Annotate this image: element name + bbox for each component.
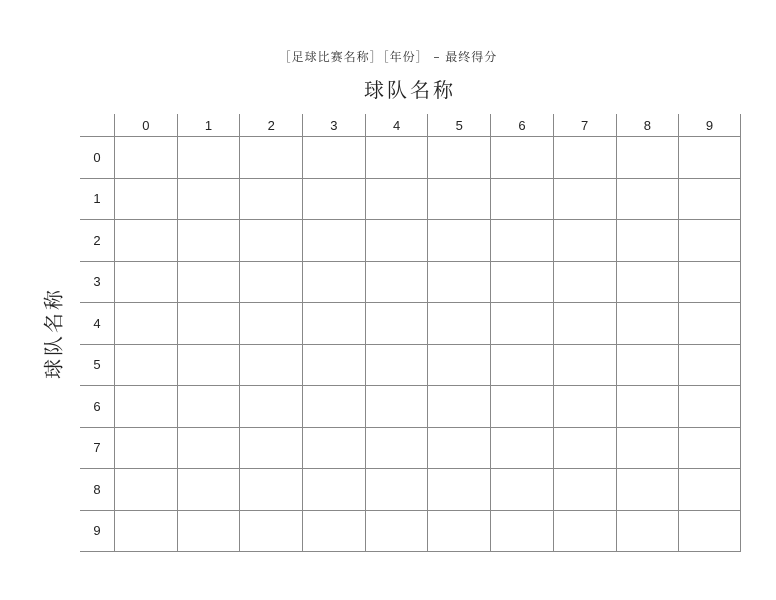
left-team-name[interactable]: 球队名称: [41, 287, 66, 379]
score-square[interactable]: [553, 137, 616, 179]
row-number: 6: [80, 386, 114, 428]
score-square[interactable]: [616, 220, 679, 262]
column-number: 6: [490, 114, 553, 137]
page-title: ［足球比赛名称］［年份］ – 最终得分: [278, 50, 498, 64]
score-square[interactable]: [114, 511, 177, 553]
score-square[interactable]: [427, 179, 490, 221]
score-square[interactable]: [239, 137, 302, 179]
column-number: 3: [302, 114, 365, 137]
score-square[interactable]: [427, 137, 490, 179]
score-square[interactable]: [553, 179, 616, 221]
score-square[interactable]: [678, 345, 741, 387]
column-number: 2: [239, 114, 302, 137]
row-number: 4: [80, 303, 114, 345]
score-square[interactable]: [490, 220, 553, 262]
score-square[interactable]: [616, 386, 679, 428]
score-square[interactable]: [616, 469, 679, 511]
score-square[interactable]: [365, 262, 428, 304]
column-number: 7: [553, 114, 616, 137]
score-square[interactable]: [678, 386, 741, 428]
score-square[interactable]: [302, 303, 365, 345]
score-square[interactable]: [114, 386, 177, 428]
column-number: 8: [616, 114, 679, 137]
score-square[interactable]: [177, 386, 240, 428]
score-square[interactable]: [239, 428, 302, 470]
score-square[interactable]: [678, 179, 741, 221]
score-square[interactable]: [177, 428, 240, 470]
score-square[interactable]: [302, 511, 365, 553]
score-square[interactable]: [427, 345, 490, 387]
row-number: 0: [80, 137, 114, 179]
score-square[interactable]: [365, 345, 428, 387]
row-number: 7: [80, 428, 114, 470]
score-square[interactable]: [302, 428, 365, 470]
column-number: 1: [177, 114, 240, 137]
score-square[interactable]: [114, 179, 177, 221]
score-square[interactable]: [553, 345, 616, 387]
score-square[interactable]: [114, 469, 177, 511]
score-square[interactable]: [302, 179, 365, 221]
score-square[interactable]: [616, 345, 679, 387]
score-square[interactable]: [427, 262, 490, 304]
score-square[interactable]: [239, 345, 302, 387]
score-square[interactable]: [678, 137, 741, 179]
score-square[interactable]: [365, 220, 428, 262]
score-square[interactable]: [177, 345, 240, 387]
score-square[interactable]: [365, 469, 428, 511]
score-square[interactable]: [427, 511, 490, 553]
score-square[interactable]: [177, 179, 240, 221]
row-number: 5: [80, 345, 114, 387]
score-square[interactable]: [177, 511, 240, 553]
score-square[interactable]: [427, 428, 490, 470]
score-square[interactable]: [239, 303, 302, 345]
score-square[interactable]: [177, 262, 240, 304]
score-square[interactable]: [678, 220, 741, 262]
score-square[interactable]: [616, 303, 679, 345]
column-number: 9: [678, 114, 741, 137]
score-square[interactable]: [678, 303, 741, 345]
score-square[interactable]: [553, 386, 616, 428]
score-square[interactable]: [114, 262, 177, 304]
score-square[interactable]: [490, 137, 553, 179]
score-square[interactable]: [302, 469, 365, 511]
score-square[interactable]: [553, 511, 616, 553]
score-square[interactable]: [114, 137, 177, 179]
score-square[interactable]: [177, 469, 240, 511]
top-team-name[interactable]: 球队名称: [364, 78, 456, 102]
score-square[interactable]: [177, 303, 240, 345]
score-square[interactable]: [239, 179, 302, 221]
score-square[interactable]: [427, 469, 490, 511]
score-square[interactable]: [302, 386, 365, 428]
score-square[interactable]: [490, 179, 553, 221]
score-square[interactable]: [365, 303, 428, 345]
row-number: 1: [80, 179, 114, 221]
score-square[interactable]: [616, 262, 679, 304]
score-square[interactable]: [239, 386, 302, 428]
score-square[interactable]: [553, 469, 616, 511]
score-square[interactable]: [239, 262, 302, 304]
score-square[interactable]: [678, 511, 741, 553]
score-square[interactable]: [490, 262, 553, 304]
score-square[interactable]: [177, 137, 240, 179]
row-number: 3: [80, 262, 114, 304]
score-square[interactable]: [365, 511, 428, 553]
score-square[interactable]: [302, 220, 365, 262]
score-square[interactable]: [616, 179, 679, 221]
score-square[interactable]: [365, 137, 428, 179]
column-number: 0: [114, 114, 177, 137]
score-square[interactable]: [302, 137, 365, 179]
column-number: 5: [427, 114, 490, 137]
score-square[interactable]: [239, 511, 302, 553]
score-square[interactable]: [427, 303, 490, 345]
score-square[interactable]: [365, 428, 428, 470]
score-square[interactable]: [678, 262, 741, 304]
score-square[interactable]: [490, 345, 553, 387]
score-square[interactable]: [114, 220, 177, 262]
score-square[interactable]: [490, 428, 553, 470]
column-number: 4: [365, 114, 428, 137]
score-square[interactable]: [490, 386, 553, 428]
score-square[interactable]: [302, 345, 365, 387]
score-square[interactable]: [678, 469, 741, 511]
grid-corner: [80, 114, 114, 137]
score-square[interactable]: [553, 262, 616, 304]
score-square[interactable]: [239, 220, 302, 262]
score-square[interactable]: [427, 386, 490, 428]
score-square[interactable]: [490, 511, 553, 553]
row-number: 2: [80, 220, 114, 262]
score-square[interactable]: [114, 428, 177, 470]
score-square[interactable]: [302, 262, 365, 304]
score-grid: [80, 114, 741, 552]
score-square[interactable]: [616, 428, 679, 470]
score-square[interactable]: [616, 511, 679, 553]
score-square[interactable]: [114, 303, 177, 345]
score-square[interactable]: [365, 179, 428, 221]
score-square[interactable]: [553, 303, 616, 345]
row-number: 9: [80, 511, 114, 553]
score-square[interactable]: [365, 386, 428, 428]
score-square[interactable]: [616, 137, 679, 179]
score-square[interactable]: [490, 303, 553, 345]
score-square[interactable]: [427, 220, 490, 262]
score-square[interactable]: [678, 428, 741, 470]
score-square[interactable]: [553, 220, 616, 262]
score-square[interactable]: [114, 345, 177, 387]
score-square[interactable]: [177, 220, 240, 262]
score-square[interactable]: [490, 469, 553, 511]
row-number: 8: [80, 469, 114, 511]
score-square[interactable]: [553, 428, 616, 470]
score-square[interactable]: [239, 469, 302, 511]
